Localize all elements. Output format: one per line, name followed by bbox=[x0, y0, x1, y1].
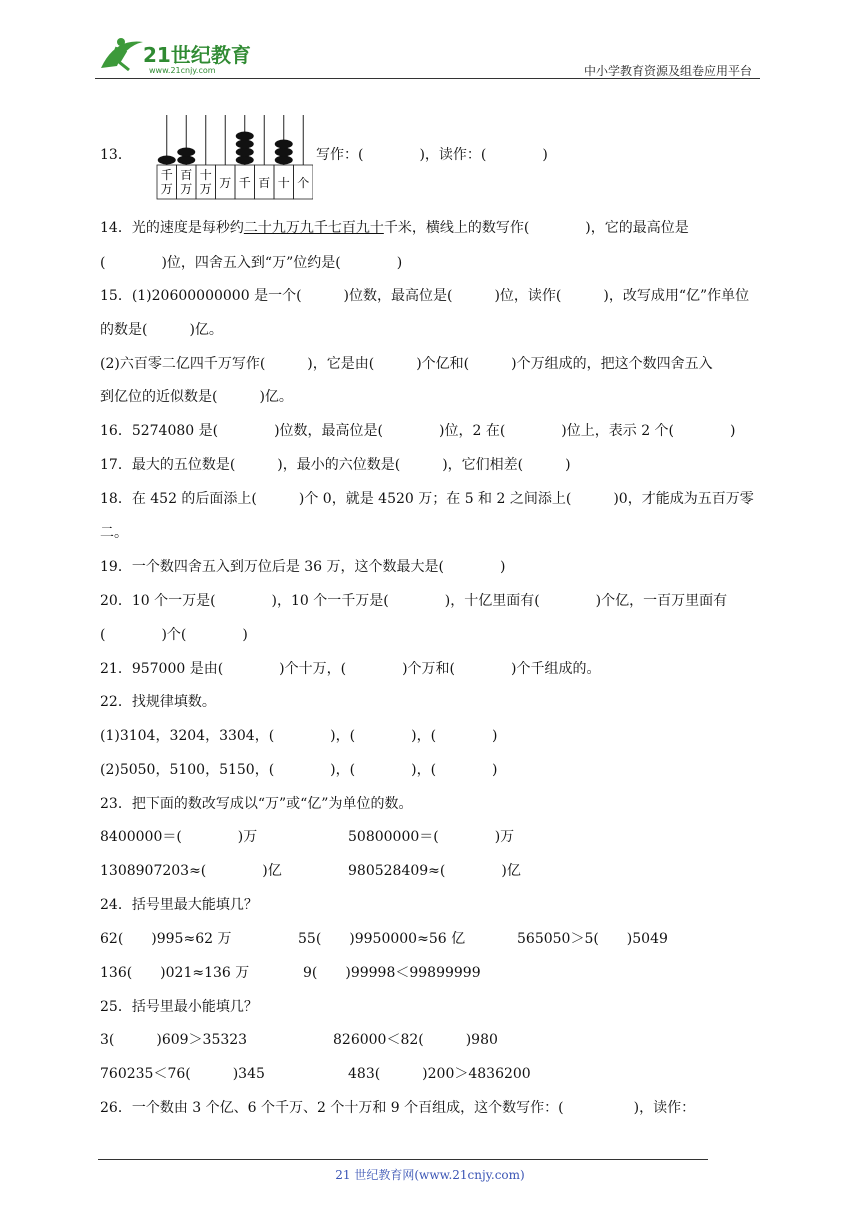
abacus-bead bbox=[158, 156, 176, 165]
question-18-line-1: 18．在 452 的后面添上( )个 0，就是 4520 万；在 5 和 2 之间添上( )0，才能成为五百万零 bbox=[100, 491, 754, 507]
question-13-number: 13． bbox=[100, 147, 132, 163]
question-25-b: 826000＜82( )980 bbox=[333, 1032, 498, 1048]
abacus-label: 十 bbox=[199, 168, 212, 182]
question-14-a: 14．光的速度是每秒约 bbox=[100, 220, 244, 236]
question-17: 17．最大的五位数是( )，最小的六位数是( )，它们相差( ) bbox=[100, 457, 571, 473]
logo-text: 21世纪教育 bbox=[143, 43, 251, 67]
abacus-label: 个 bbox=[297, 176, 310, 190]
abacus-bead bbox=[236, 140, 254, 149]
abacus-bead bbox=[275, 140, 293, 149]
question-21: 21．957000 是由( )个十万，( )个万和( )个千组成的。 bbox=[100, 661, 601, 677]
page-header bbox=[95, 32, 760, 78]
abacus-bead bbox=[236, 132, 254, 141]
question-22: 22．找规律填数。 bbox=[100, 694, 216, 710]
question-24-e: 9( )99998＜99899999 bbox=[303, 965, 481, 981]
abacus-label: 十 bbox=[277, 176, 290, 190]
question-25-d: 483( )200＞4836200 bbox=[348, 1066, 531, 1082]
question-23-b: 50800000＝( )万 bbox=[348, 829, 515, 845]
abacus-label: 万 bbox=[219, 176, 232, 190]
footer-divider bbox=[98, 1159, 708, 1160]
logo-icon bbox=[95, 32, 275, 76]
logo-url: www.21cnjy.com bbox=[149, 66, 216, 75]
question-15-line-3: (2)六百零二亿四千万写作( )，它是由( )个亿和( )个万组成的，把这个数四舍五入 bbox=[100, 356, 713, 372]
question-23-d: 980528409≈( )亿 bbox=[348, 863, 521, 879]
question-14-b: 千米，横线上的数写作( )，它的最高位是 bbox=[383, 220, 689, 236]
question-25: 25．括号里最小能填几？ bbox=[100, 999, 258, 1015]
abacus-label: 万 bbox=[180, 182, 193, 196]
question-13-text: 写作：( )，读作：( ) bbox=[316, 147, 548, 163]
question-22-part-2: (2)5050，5100，5150，( )，( )，( ) bbox=[100, 762, 498, 778]
question-25-a: 3( )609＞35323 bbox=[100, 1032, 248, 1048]
abacus-label: 百 bbox=[180, 168, 193, 182]
question-14-underlined: 二十九万九千七百九十 bbox=[243, 220, 384, 236]
question-25-c: 760235＜76( )345 bbox=[100, 1066, 265, 1082]
abacus-bead bbox=[177, 148, 195, 157]
abacus-bead bbox=[236, 148, 254, 157]
header-divider bbox=[95, 78, 760, 79]
question-20-line-2: ( )个( ) bbox=[100, 627, 248, 643]
question-15-line-1: 15．(1)20600000000 是一个( )位数，最高位是( )位，读作( )，改写成用“亿”作单位 bbox=[100, 288, 750, 304]
abacus-label: 千 bbox=[238, 176, 251, 190]
question-23-a: 8400000＝( )万 bbox=[100, 829, 258, 845]
question-24-b: 55( )9950000≈56 亿 bbox=[298, 931, 466, 947]
question-24-a: 62( )995≈62 万 bbox=[100, 931, 232, 947]
question-24-d: 136( )021≈136 万 bbox=[100, 965, 250, 981]
question-18-line-2: 二。 bbox=[100, 525, 128, 541]
platform-label: 中小学教育资源及组卷应用平台 bbox=[583, 64, 752, 78]
question-15-line-4: 到亿位的近似数是( )亿。 bbox=[100, 389, 293, 405]
footer-text: 21 世纪教育网(www.21cnjy.com) bbox=[335, 1168, 525, 1182]
abacus-bead bbox=[177, 156, 195, 165]
abacus-bead bbox=[275, 156, 293, 165]
abacus-label: 千 bbox=[160, 168, 173, 182]
abacus-figure bbox=[155, 115, 313, 201]
question-14-line-2: ( )位，四舍五入到“万”位约是( ) bbox=[100, 255, 403, 271]
abacus-bead bbox=[236, 156, 254, 165]
question-14-line-1 bbox=[100, 220, 689, 236]
question-24: 24．括号里最大能填几？ bbox=[100, 897, 258, 913]
question-24-c: 565050＞5( )5049 bbox=[517, 931, 668, 947]
question-15-line-2: 的数是( )亿。 bbox=[100, 322, 223, 338]
question-19: 19．一个数四舍五入到万位后是 36 万，这个数最大是( ) bbox=[100, 559, 506, 575]
question-20-line-1: 20．10 个一万是( )，10 个一千万是( )，十亿里面有( )个亿，一百万里面有 bbox=[100, 593, 728, 609]
abacus-label: 百 bbox=[258, 176, 271, 190]
abacus-label: 万 bbox=[199, 182, 212, 196]
question-23: 23．把下面的数改写成以“万”或“亿”为单位的数。 bbox=[100, 796, 413, 812]
question-23-c: 1308907203≈( )亿 bbox=[100, 863, 282, 879]
question-26: 26．一个数由 3 个亿、6 个千万、2 个十万和 9 个百组成，这个数写作：( )，读作： bbox=[100, 1100, 696, 1116]
abacus-bead bbox=[275, 148, 293, 157]
abacus-label: 万 bbox=[160, 182, 173, 196]
question-22-part-1: (1)3104，3204，3304，( )，( )，( ) bbox=[100, 728, 498, 744]
question-16: 16．5274080 是( )位数，最高位是( )位，2 在( )位上，表示 2 个( ) bbox=[100, 423, 736, 439]
